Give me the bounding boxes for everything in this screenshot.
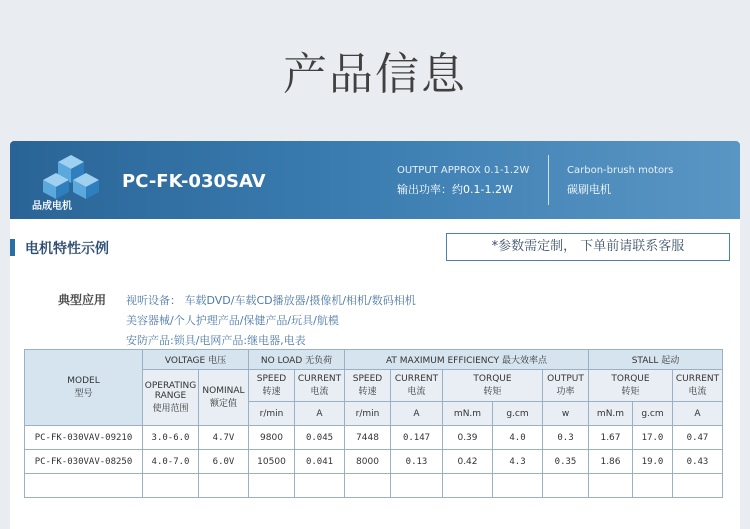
custom-notice: *参数需定制， 下单前请联系客服 [446, 233, 730, 261]
empty-cell [391, 474, 443, 498]
motor-type-en: Carbon-brush motors [567, 165, 674, 176]
max-eff-torque-header: TORQUE 转矩 [443, 370, 543, 402]
range-cell: 3.0-6.0 [143, 426, 199, 450]
unit-cell: A [673, 402, 723, 426]
output-spec-cn: 输出功率：约0.1-1.2W [397, 183, 513, 196]
value-cell: 0.35 [543, 450, 589, 474]
motor-type-cn: 碳刷电机 [567, 183, 611, 196]
model-code: PC-FK-030SAV [122, 171, 266, 192]
value-cell: 0.147 [391, 426, 443, 450]
unit-cell: w [543, 402, 589, 426]
value-cell: 1.67 [589, 426, 633, 450]
empty-cell [543, 474, 589, 498]
unit-cell: mN.m [589, 402, 633, 426]
stall-group-header: STALL 起动 [589, 350, 723, 370]
unit-cell: r/min [249, 402, 295, 426]
no-load-group-header: NO LOAD 无负荷 [249, 350, 345, 370]
max-eff-speed-header: SPEED 转速 [345, 370, 391, 402]
range-cell: 4.0-7.0 [143, 450, 199, 474]
nominal-header: NOMINAL 额定值 [199, 370, 249, 426]
empty-cell [295, 474, 345, 498]
empty-cell [673, 474, 723, 498]
model-cell: PC-FK-030VAV-09210 [25, 426, 143, 450]
value-cell: 17.0 [633, 426, 673, 450]
max-eff-output-header: OUTPUT 功率 [543, 370, 589, 402]
spec-table [24, 349, 723, 498]
value-cell: 0.045 [295, 426, 345, 450]
value-cell: 0.041 [295, 450, 345, 474]
empty-cell [25, 474, 143, 498]
max-efficiency-group-header: AT MAXIMUM EFFICIENCY 最大效率点 [345, 350, 589, 370]
empty-cell [249, 474, 295, 498]
banner-divider [548, 155, 549, 205]
value-cell: 0.47 [673, 426, 723, 450]
value-cell: 9800 [249, 426, 295, 450]
brand-logo-text: 品成电机 [32, 201, 72, 212]
value-cell: 0.42 [443, 450, 493, 474]
value-cell: 10500 [249, 450, 295, 474]
table-row [25, 426, 723, 450]
table-row [25, 474, 723, 498]
empty-cell [143, 474, 199, 498]
value-cell: 0.3 [543, 426, 589, 450]
unit-cell: A [391, 402, 443, 426]
value-cell: 0.43 [673, 450, 723, 474]
unit-cell: g.cm [493, 402, 543, 426]
max-eff-current-header: CURRENT 电流 [391, 370, 443, 402]
empty-cell [443, 474, 493, 498]
unit-cell: r/min [345, 402, 391, 426]
value-cell: 0.13 [391, 450, 443, 474]
empty-cell [345, 474, 391, 498]
empty-cell [199, 474, 249, 498]
table-row [25, 450, 723, 474]
value-cell: 1.86 [589, 450, 633, 474]
value-cell: 8000 [345, 450, 391, 474]
empty-cell [633, 474, 673, 498]
empty-cell [493, 474, 543, 498]
model-cell: PC-FK-030VAV-08250 [25, 450, 143, 474]
no-load-speed-header: SPEED 转速 [249, 370, 295, 402]
nominal-cell: 4.7V [199, 426, 249, 450]
unit-cell: mN.m [443, 402, 493, 426]
stall-current-header: CURRENT 电流 [673, 370, 723, 402]
unit-cell: g.cm [633, 402, 673, 426]
value-cell: 7448 [345, 426, 391, 450]
section-title: 电机特性示例 [25, 241, 109, 257]
value-cell: 4.0 [493, 426, 543, 450]
unit-cell: A [295, 402, 345, 426]
section-marker [10, 239, 15, 256]
operating-range-header: OPERATING RANGE 使用范围 [143, 370, 199, 426]
no-load-current-header: CURRENT 电流 [295, 370, 345, 402]
page-title: 产品信息 [283, 49, 467, 100]
stall-torque-header: TORQUE 转矩 [589, 370, 673, 402]
applications-label: 典型应用 [58, 293, 107, 307]
product-card [10, 141, 740, 529]
application-line: 视听设备： 车载DVD/车载CD播放器/摄像机/相机/数码相机 [126, 294, 416, 307]
application-line: 美容器械/个人护理产品/保健产品/玩具/航模 [126, 314, 339, 327]
empty-cell [589, 474, 633, 498]
model-header: MODEL 型号 [25, 350, 143, 426]
value-cell: 0.39 [443, 426, 493, 450]
value-cell: 4.3 [493, 450, 543, 474]
output-spec-en: OUTPUT APPROX 0.1-1.2W [397, 165, 530, 176]
nominal-cell: 6.0V [199, 450, 249, 474]
voltage-group-header: VOLTAGE 电压 [143, 350, 249, 370]
product-banner [10, 141, 740, 219]
value-cell: 19.0 [633, 450, 673, 474]
application-line: 安防产品:锁具/电网产品:继电器,电表 [126, 334, 306, 347]
